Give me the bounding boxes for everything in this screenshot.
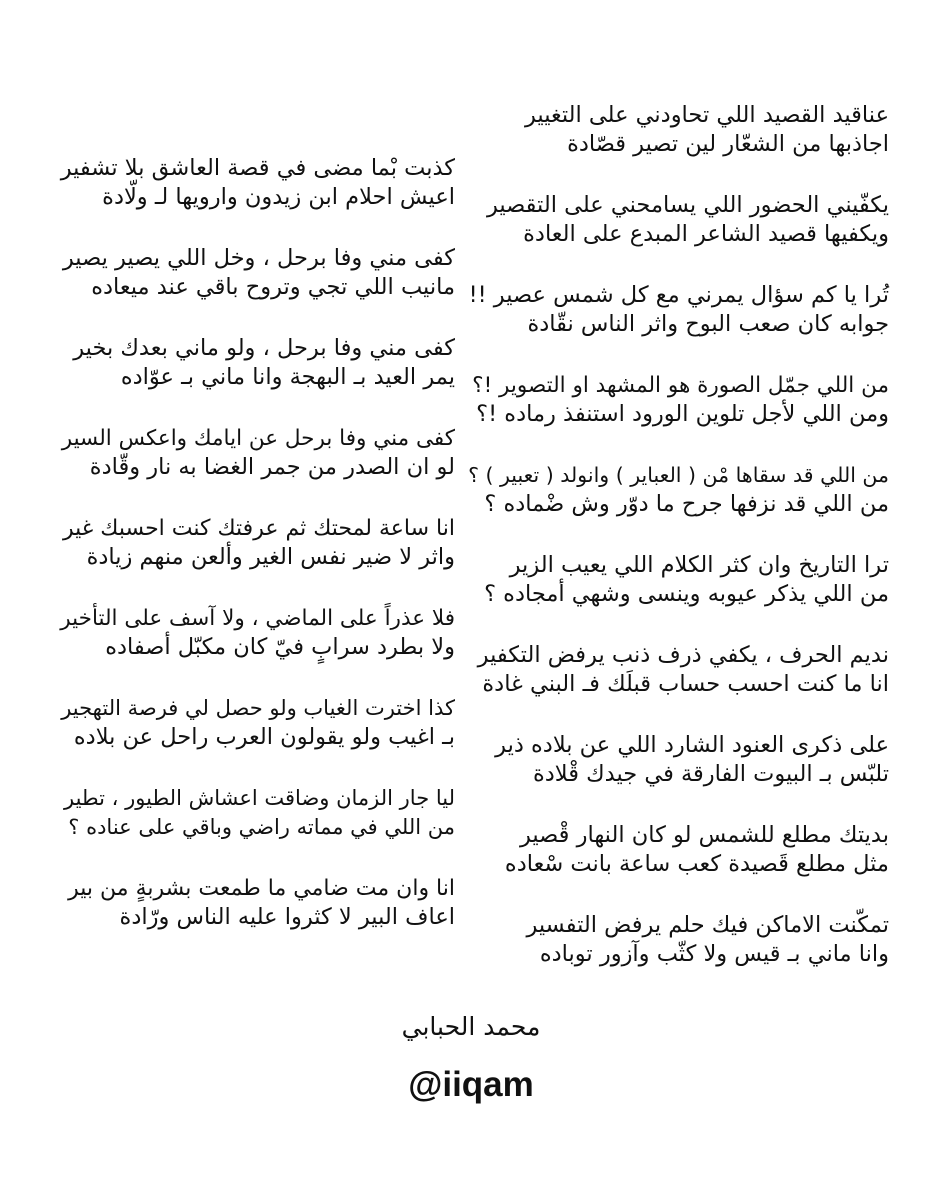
author-name: محمد الحبابي xyxy=(401,1012,541,1041)
verse-line: انا ما كنت احسب حساب قبلَك فـ البني غادة xyxy=(482,671,889,697)
verse-line: من اللي يذكر عيوبه وينسى وشهي أمجاده ؟ xyxy=(484,581,889,607)
verse-line: بـ اغيب ولو يقولون العرب راحل عن بلاده xyxy=(73,724,455,750)
verse-line: مانيب اللي تجي وتروح باقي عند ميعاده xyxy=(91,274,455,300)
verse-line: اعاف البير لا كثروا عليه الناس ورّادة xyxy=(119,904,455,930)
stanza xyxy=(466,461,889,551)
stanza xyxy=(60,694,455,784)
stanza xyxy=(60,784,455,874)
verse-line: من اللي في مماته راضي وباقي على عناده ؟ xyxy=(68,815,455,839)
verse-line: مثل مطلع قَصيدة كعب ساعة بانت سْعاده xyxy=(504,851,889,877)
verse-line: يمر العيد بـ البهجة وانا ماني بـ عوّاده xyxy=(120,364,455,390)
stanza xyxy=(466,821,889,911)
stanza xyxy=(466,731,889,821)
stanza xyxy=(466,641,889,731)
social-handle: @iiqam xyxy=(408,1065,534,1104)
verse-line: كذبت بْما مضى في قصة العاشق بلا تشفير xyxy=(60,155,455,181)
stanza xyxy=(466,191,889,281)
stanza xyxy=(60,424,455,514)
verse-line: انا وان مت ضامي ما طمعت بشربةٍ من بير xyxy=(68,876,455,901)
verse-line: يكفّيني الحضور اللي يسامحني على التقصير xyxy=(486,192,889,218)
poem-right-column xyxy=(466,101,889,1001)
verse-line: ترا التاريخ وان كثر الكلام اللي يعيب الزير xyxy=(509,552,889,578)
verse-line: نديم الحرف ، يكفي ذرف ذنب يرفض التكفير xyxy=(477,642,889,668)
verse-line: انا ساعة لمحتك ثم عرفتك كنت احسبك غير xyxy=(63,516,455,541)
stanza xyxy=(466,101,889,191)
verse-line: كذا اخترت الغياب ولو حصل لي فرصة التهجير xyxy=(61,696,455,720)
stanza xyxy=(466,911,889,1001)
poem-left-column xyxy=(60,154,455,964)
verse-line: على ذكرى العنود الشارد اللي عن بلاده ذير xyxy=(495,732,889,758)
verse-line: ومن اللي لأجل تلوين الورود استنفذ رماده !؟ xyxy=(476,401,889,427)
verse-line: من اللي قد سقاها مْن ( العباير ) وانولد ( تعبير ) ؟ xyxy=(468,463,889,487)
verse-line: تُرا يا كم سؤال يمرني مع كل شمس عصير !! xyxy=(468,282,889,308)
verse-line: عناقيد القصيد اللي تحاودني على التغيير xyxy=(524,102,889,128)
verse-line: بديتك مطلع للشمس لو كان النهار قْصير xyxy=(519,822,889,848)
stanza xyxy=(60,514,455,604)
stanza xyxy=(466,551,889,641)
verse-line: وانا ماني بـ قيس ولا كثّب وآزور توباده xyxy=(539,941,889,967)
verse-line: من اللي جمّل الصورة هو المشهد او التصوير !؟ xyxy=(472,373,889,398)
verse-line: اعيش احلام ابن زيدون وارويها لـ ولّادة xyxy=(102,184,455,210)
stanza xyxy=(60,334,455,424)
verse-line: من اللي قد نزفها جرح ما دوّر وش ضْماده ؟ xyxy=(484,491,889,517)
stanza xyxy=(466,281,889,371)
verse-line: جوابه كان صعب البوح واثر الناس نقّادة xyxy=(527,311,889,337)
stanza xyxy=(60,604,455,694)
stanza xyxy=(466,371,889,461)
verse-line: كفى مني وفا برحل عن ايامك واعكس السير xyxy=(61,426,455,451)
verse-line: كفى مني وفا برحل ، وخل اللي يصير يصير xyxy=(62,245,455,271)
verse-line: لو ان الصدر من جمر الغضا به نار وقّادة xyxy=(89,454,455,480)
verse-line: كفى مني وفا برحل ، ولو ماني بعدك بخير xyxy=(73,335,455,361)
verse-line: ولا بطرد سرابٍ فيّ كان مكبّل أصفاده xyxy=(105,634,455,660)
verse-line: تمكّنت الاماكن فيك حلم يرفض التفسير xyxy=(526,912,889,938)
verse-line: ليا جار الزمان وضاقت اعشاش الطيور ، تطير xyxy=(64,786,455,810)
stanza xyxy=(60,154,455,244)
verse-line: فلا عذراً على الماضي ، ولا آسف على التأخير xyxy=(60,606,455,631)
verse-line: تلبّس بـ البيوت الفارقة في جيدك قْلادة xyxy=(532,761,889,787)
verse-line: اجاذبها من الشعّار لين تصير قصّادة xyxy=(567,131,889,157)
verse-line: واثر لا ضير نفس الغير وألعن منهم زيادة xyxy=(86,544,455,570)
verse-line: ويكفيها قصيد الشاعر المبدع على العادة xyxy=(523,221,889,247)
stanza xyxy=(60,244,455,334)
stanza xyxy=(60,874,455,964)
